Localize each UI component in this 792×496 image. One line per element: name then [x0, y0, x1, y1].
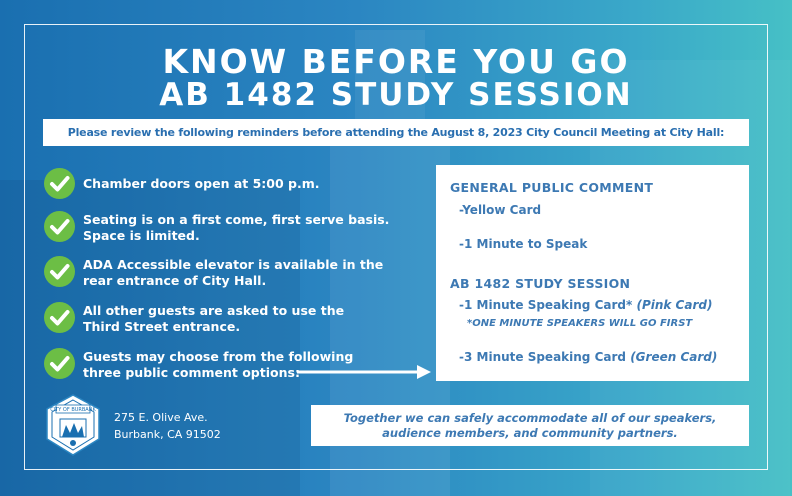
study-session-item [459, 298, 712, 312]
study-session-item [459, 350, 717, 364]
address [114, 409, 221, 443]
comment-options-panel [436, 165, 749, 381]
city-seal-logo [42, 393, 104, 459]
reminder-item [44, 302, 344, 335]
arrow-right-icon [297, 364, 433, 380]
general-comment-heading: GENERAL PUBLIC COMMENT [450, 180, 654, 195]
footer-message [311, 405, 749, 446]
reminder-text: Chamber doors open at 5:00 p.m. [83, 176, 320, 191]
reminder-banner: Please review the following reminders before attending the August 8, 2023 City Council Meeting at City Hall: [43, 119, 749, 146]
general-comment-item: -1 Minute to Speak [459, 237, 588, 251]
general-comment-item: -Yellow Card [459, 203, 542, 217]
reminder-text: Seating is on a first come, first serve basis. [83, 212, 390, 227]
address-street: 275 E. Olive Ave. [114, 411, 208, 424]
subheadline: AB 1482 STUDY SESSION [159, 77, 633, 113]
item-label: -3 Minute Speaking Card [459, 350, 626, 364]
study-session-note: *ONE MINUTE SPEAKERS WILL GO FIRST [467, 318, 693, 329]
item-card-color: (Green Card) [630, 350, 718, 364]
address-city: Burbank, CA 91502 [114, 428, 221, 441]
reminder-text: rear entrance of City Hall. [83, 273, 267, 288]
reminder-item [44, 168, 320, 199]
reminder-text: ADA Accessible elevator is available in the [83, 257, 384, 272]
checkmark-icon [44, 348, 75, 379]
checkmark-icon [44, 256, 75, 287]
reminder-item [44, 256, 383, 289]
item-label: -1 Minute Speaking Card* [459, 298, 633, 312]
study-session-heading: AB 1482 STUDY SESSION [450, 276, 631, 291]
checkmark-icon [44, 302, 75, 333]
footer-line: audience members, and community partners. [382, 425, 678, 440]
checkmark-icon [44, 211, 75, 242]
reminder-text: Third Street entrance. [83, 319, 241, 334]
logo-text: CITY OF BURBANK [50, 407, 96, 413]
checkmark-icon [44, 168, 75, 199]
reminder-item [44, 211, 389, 244]
footer-line: Together we can safely accommodate all of our speakers, [343, 410, 717, 425]
reminder-text: three public comment options: [83, 365, 300, 380]
headline: KNOW BEFORE YOU GO [162, 42, 630, 81]
reminder-text: Guests may choose from the following [83, 349, 354, 364]
reminder-text: Space is limited. [83, 228, 200, 243]
reminder-text: All other guests are asked to use the [83, 303, 345, 318]
item-card-color: (Pink Card) [636, 298, 713, 312]
